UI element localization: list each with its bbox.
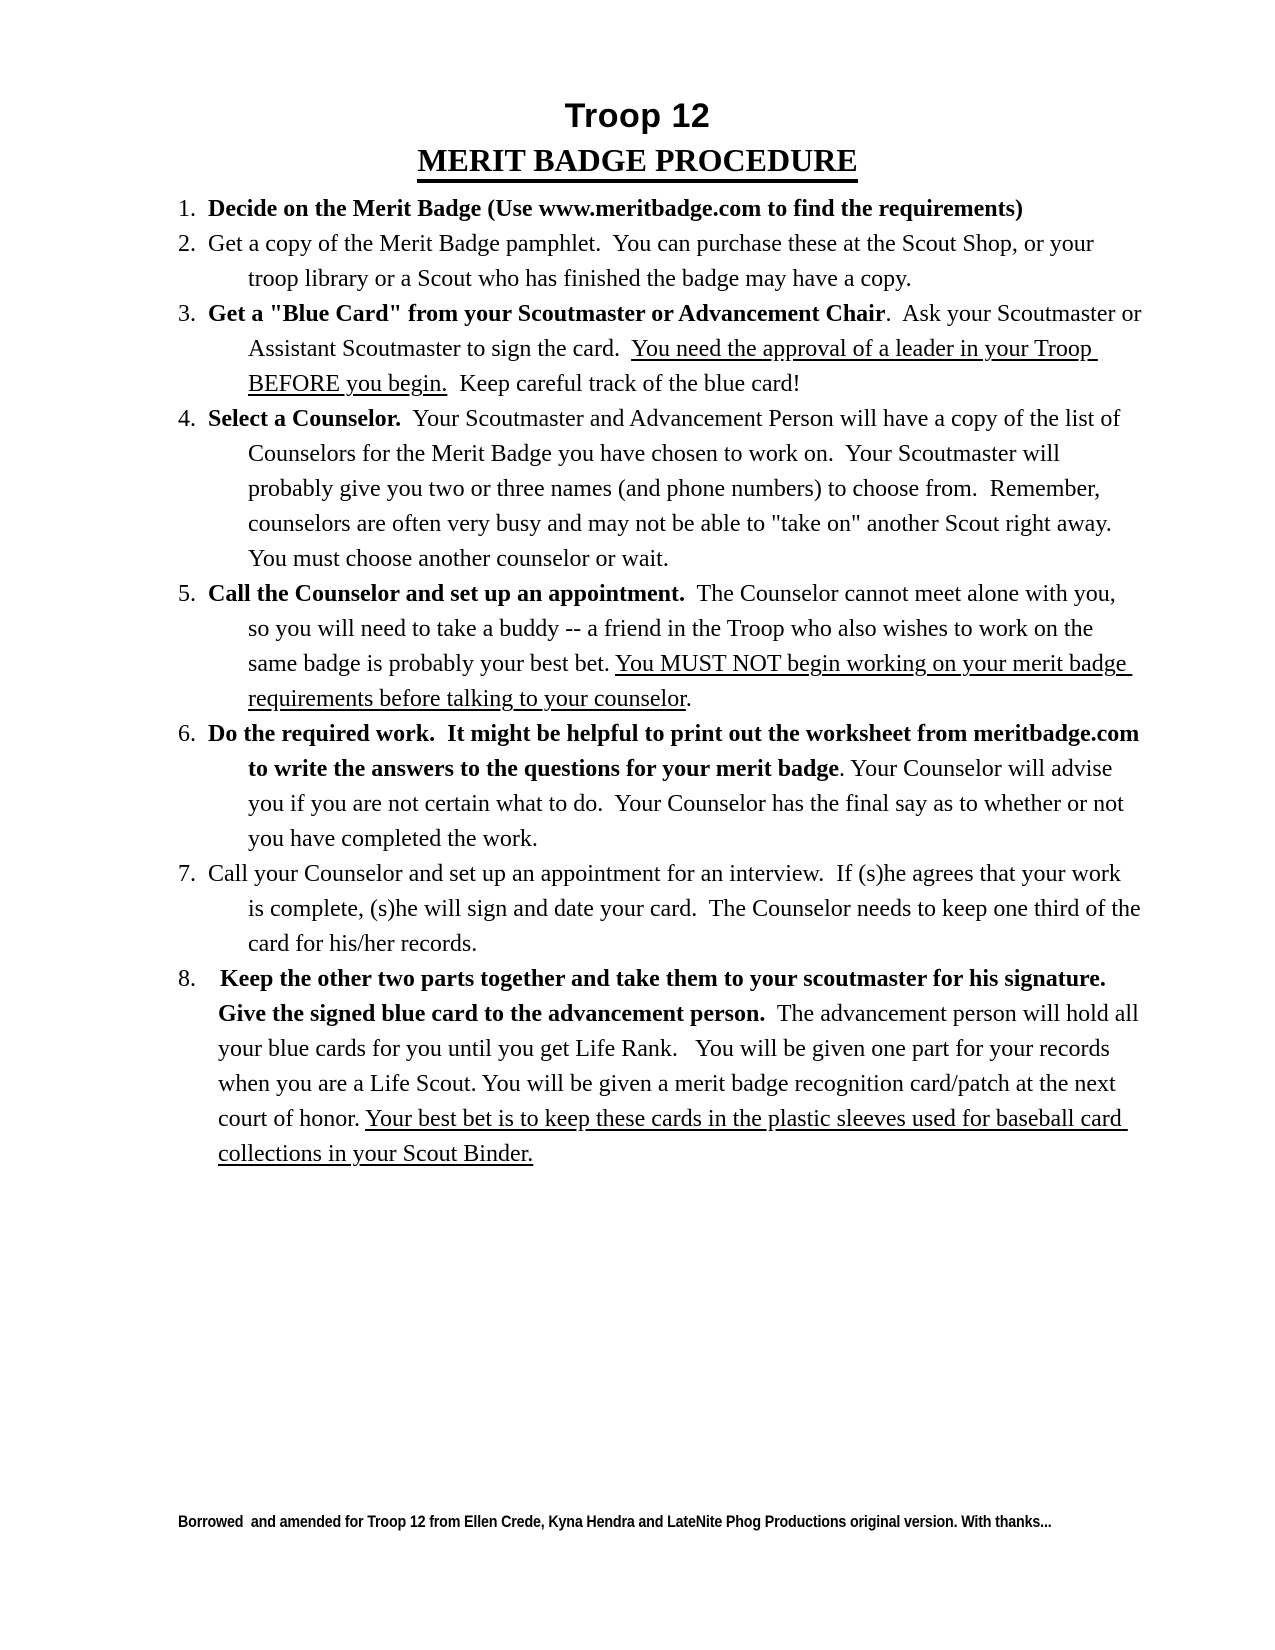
list-item-text: . — [685, 686, 692, 713]
list-item-text: . Ask your Scoutmaster or Assistant Scoutmaster to sign the card. — [248, 301, 1147, 363]
list-item-text: . Your Counselor will advise you if you are not certain what to do. Your Counselor has the final say as to whether or not you have completed the work. — [248, 756, 1130, 853]
list-item-number: 8. — [178, 966, 220, 993]
footer-credit: Borrowed and amended for Troop 12 from Ellen Crede, Kyna Hendra and LateNite Phog Productions original version. With thanks... — [178, 1512, 1052, 1531]
list-item-text: Decide on the Merit Badge (Use www.meritbadge.com to find the requirements) — [208, 196, 1023, 223]
list-item-text: The Counselor cannot meet alone with you, so you will need to take a buddy -- a friend in the Troop who also wishes to work on the same badge is probably your best bet. — [248, 581, 1122, 678]
list-item-text: You MUST NOT begin working on your merit badge requirements before talking to your counselor — [248, 651, 1133, 713]
list-item-text: Do the required work. It might be helpful to print out the worksheet from meritbadge.com to write the answers to the questions for your merit badge — [208, 721, 1146, 783]
list-item-number: 6. — [178, 721, 208, 748]
list-item-text: Select a Counselor. — [208, 406, 402, 433]
list-item-number: 4. — [178, 406, 208, 433]
list-item — [178, 857, 1147, 962]
list-item — [178, 717, 1146, 857]
list-item-text: Call the Counselor and set up an appointment. — [208, 581, 685, 608]
list-item-number: 5. — [178, 581, 208, 608]
list-item — [178, 962, 1145, 1172]
list-item-number: 2. — [178, 231, 208, 258]
list-item-text: The advancement person will hold all your blue cards for you until you get Life Rank. You will be given one part for your records when you are a Life Scout. You will be given a merit badge recognition card/patch at the next court of honor. — [218, 1001, 1145, 1133]
list-item-text: Get a copy of the Merit Badge pamphlet. You can purchase these at the Scout Shop, or your troop library or a Scout who has finished the badge may have a copy. — [208, 231, 1100, 293]
page-subtitle-text: MERIT BADGE PROCEDURE — [417, 142, 857, 183]
list-item-number: 1. — [178, 196, 208, 223]
list-item-text: Get a "Blue Card" from your Scoutmaster or Advancement Chair — [208, 301, 886, 328]
list-item-text: Keep careful track of the blue card! — [447, 371, 801, 398]
list-item — [178, 297, 1147, 402]
procedure-list — [0, 192, 1275, 1172]
list-item — [178, 227, 1142, 297]
list-item — [178, 402, 1142, 577]
page-title: Troop 12 — [564, 97, 711, 135]
list-item-text: You need the approval of a leader in your Troop BEFORE you begin. — [248, 336, 1098, 398]
page-subtitle — [0, 141, 1275, 179]
list-item-text: Keep the other two parts together and take them to your scoutmaster for his signature. Give the signed blue card to the advancement person. — [218, 966, 1118, 1028]
list-item-text: Your Scoutmaster and Advancement Person will have a copy of the list of Counselors for the Merit Badge you have chosen to work on. Your Scoutmaster will probably give you two or three names (and phone numbers) to choose from. Remember, counselors are often very busy and may not be able to "take on" another Scout right away. You must choose another counselor or wait. — [248, 406, 1127, 573]
list-item-number: 7. — [178, 861, 208, 888]
list-item-text: Call your Counselor and set up an appointment for an interview. If (s)he agrees that your work is complete, (s)he will sign and date your card. The Counselor needs to keep one third of the card for his/her records. — [208, 861, 1147, 958]
list-item-number: 3. — [178, 301, 208, 328]
list-item — [178, 192, 1142, 227]
list-item-text: Your best bet is to keep these cards in the plastic sleeves used for baseball card collections in your Scout Binder. — [218, 1106, 1128, 1168]
list-item — [178, 577, 1142, 717]
